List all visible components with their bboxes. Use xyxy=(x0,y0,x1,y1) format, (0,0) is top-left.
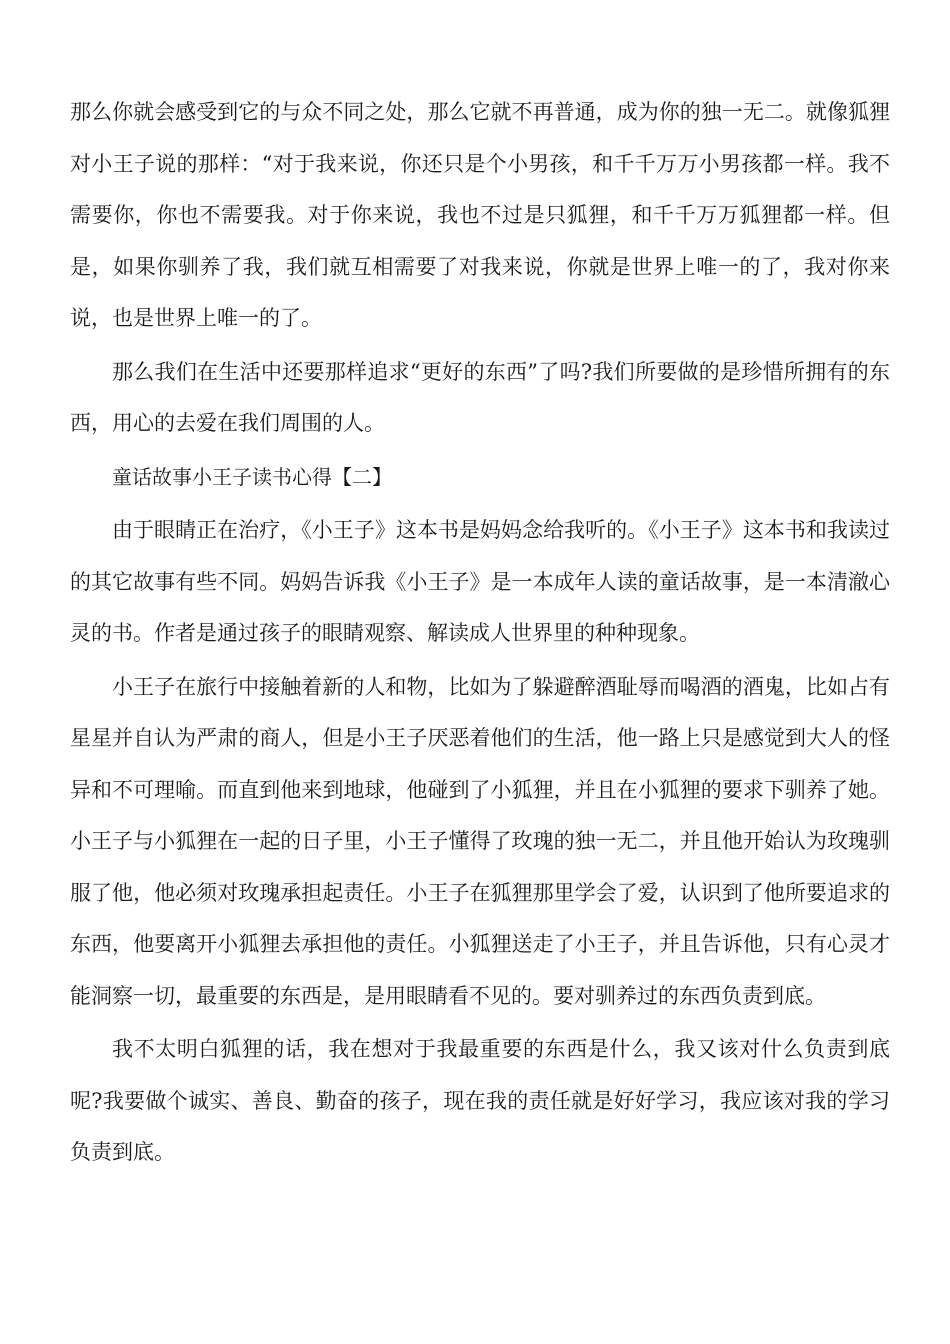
paragraph-intro: 由于眼睛正在治疗，《小王子》这本书是妈妈念给我听的。《小王子》这本书和我读过的其它故事有些不同。妈妈告诉我《小王子》是一本成年人读的童话故事，是一本清澈心灵的书。作者是通过孩子的眼睛观察、解读成人世界里的种种现象。 xyxy=(70,518,890,645)
paragraph-cherish: 那么我们在生活中还要那样追求“更好的东西”了吗?我们所要做的是珍惜所拥有的东西，用心的去爱在我们周围的人。 xyxy=(70,359,890,435)
section-heading: 童话故事小王子读书心得【二】 xyxy=(112,464,392,489)
paragraph-story: 小王子在旅行中接触着新的人和物，比如为了躲避醉酒耻辱而喝酒的酒鬼，比如占有星星并自认为严肃的商人，但是小王子厌恶着他们的生活，他一路上只是感觉到大人的怪异和不可理喻。而直到他来到地球，他碰到了小狐狸，并且在小狐狸的要求下驯养了她。小王子与小狐狸在一起的日子里，小王子懂得了玫瑰的独一无二，并且他开始认为玫瑰驯服了他，他必须对玫瑰承担起责任。小王子在狐狸那里学会了爱，认识到了他所要追求的东西，他要离开小狐狸去承担他的责任。小狐狸送走了小王子，并且告诉他，只有心灵才能洞察一切，最重要的东西是，是用眼睛看不见的。要对驯养过的东西负责到底。 xyxy=(70,674,890,1008)
document-page xyxy=(70,87,890,1181)
paragraph-continuation: 那么你就会感受到它的与众不同之处，那么它就不再普通，成为你的独一无二。就像狐狸对小王子说的那样：“对于我来说，你还只是个小男孩，和千千万万小男孩都一样。我不需要你，你也不需要我。对于你来说，我也不过是只狐狸，和千千万万狐狸都一样。但是，如果你驯养了我，我们就互相需要了对我来说，你就是世界上唯一的了，我对你来说，也是世界上唯一的了。 xyxy=(70,100,890,330)
paragraph-reflection: 我不太明白狐狸的话，我在想对于我最重要的东西是什么，我又该对什么负责到底呢?我要做个诚实、善良、勤奋的孩子，现在我的责任就是好好学习，我应该对我的学习负责到底。 xyxy=(70,1037,890,1164)
